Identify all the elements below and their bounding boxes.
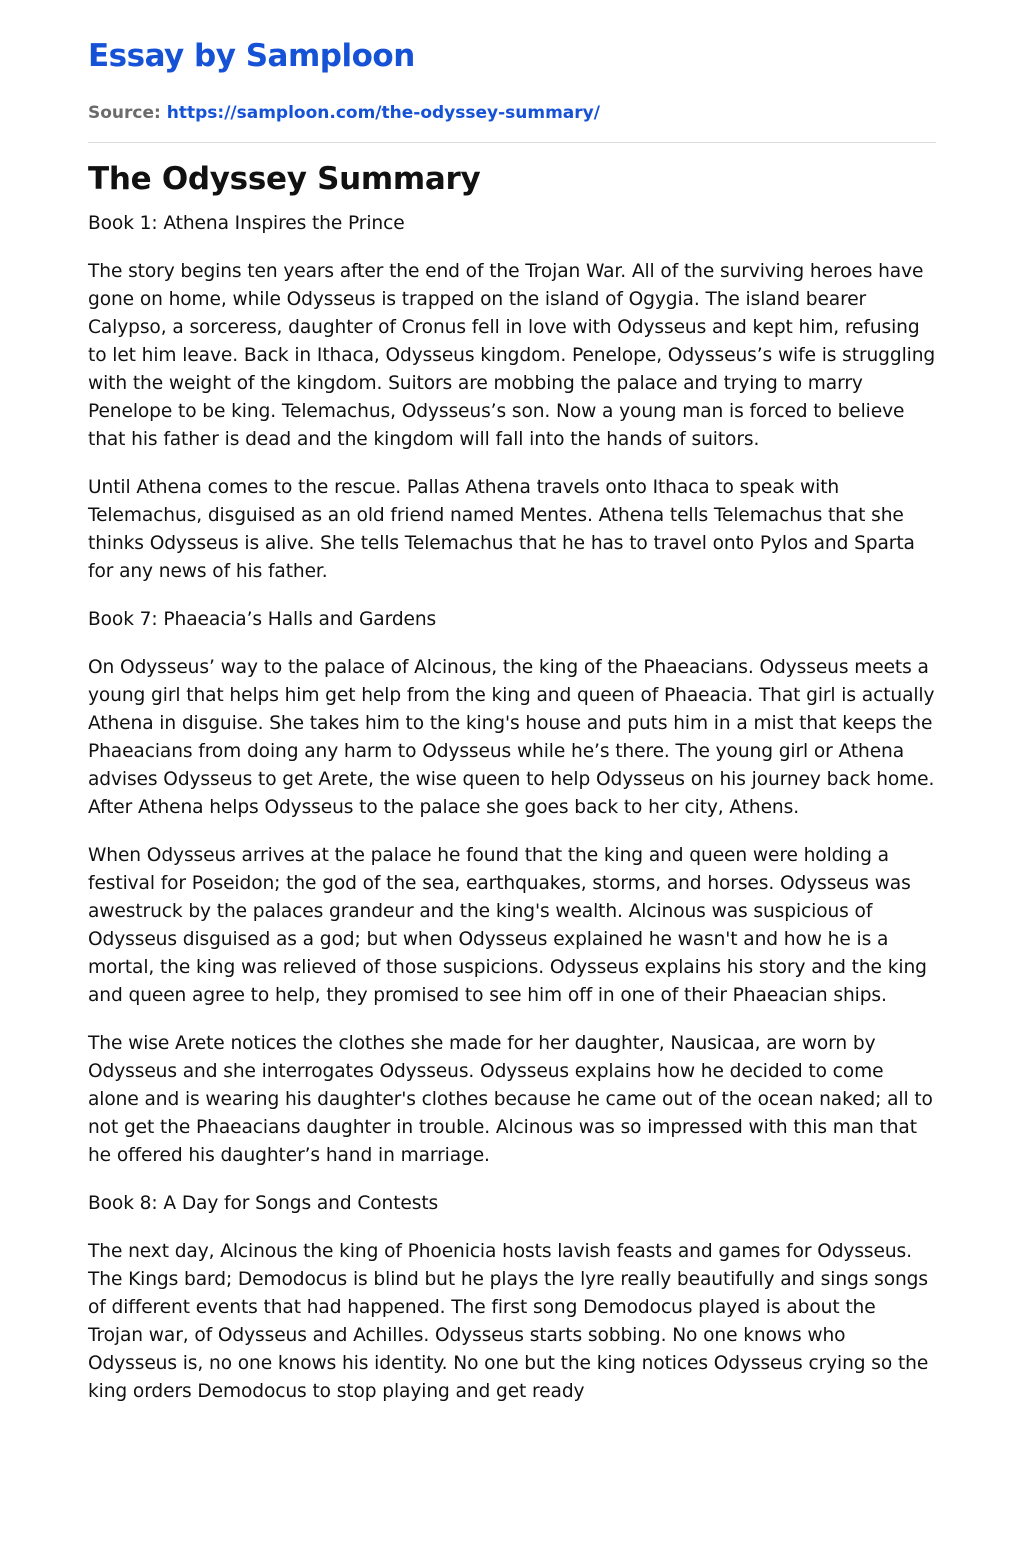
paragraph: The wise Arete notices the clothes she made for her daughter, Nausicaa, are worn by Odysseus and she interrogates Odysseus. Odysseus explains how he decided to come alone and is wearing his daughter's clothes because he came out of the ocean naked; all to not get the Phaeacians daughter in trouble. Alcinous was so impressed with this man that he offered his daughter’s hand in marriage. [88,1033,933,1166]
source-label: Source: [88,103,161,123]
source-line [88,102,936,124]
paragraph: Until Athena comes to the rescue. Pallas Athena travels onto Ithaca to speak with Telemachus, disguised as an old friend named Mentes. Athena tells Telemachus that she thinks Odysseus is alive. She tells Telemachus that he has to travel onto Pylos and Sparta for any news of his father. [88,477,915,582]
paragraph: The story begins ten years after the end of the Trojan War. All of the surviving heroes have gone on home, while Odysseus is trapped on the island of Ogygia. The island bearer Calypso, a sorceress, daughter of Cronus fell in love with Odysseus and kept him, refusing to let him leave. Back in Ithaca, Odysseus kingdom. Penelope, Odysseus’s wife is struggling with the weight of the kingdom. Suitors are mobbing the palace and trying to marry Penelope to be king. Telemachus, Odysseus’s son. Now a young man is forced to believe that his father is dead and the kingdom will fall into the hands of suitors. [88,261,936,450]
paragraph: On Odysseus’ way to the palace of Alcinous, the king of the Phaeacians. Odysseus meets a young girl that helps him get help from the king and queen of Phaeacia. That girl is actually Athena in disguise. She takes him to the king's house and puts him in a mist that keeps the Phaeacians from doing any harm to Odysseus while he’s there. The young girl or Athena advises Odysseus to get Arete, the wise queen to help Odysseus on his journey back home. After Athena helps Odysseus to the palace she goes back to her city, Athens. [88,657,935,818]
paragraph: The next day, Alcinous the king of Phoenicia hosts lavish feasts and games for Odysseus. The Kings bard; Demodocus is blind but he plays the lyre really beautifully and sings songs of different events that had happened. The first song Demodocus played is about the Trojan war, of Odysseus and Achilles. Odysseus starts sobbing. No one knows who Odysseus is, no one knows his identity. No one but the king notices Odysseus crying so the king orders Demodocus to stop playing and get ready [88,1241,929,1402]
site-brand-title: Essay by Samploon [88,38,415,74]
section-heading-book-8: Book 8: A Day for Songs and Contests [88,1193,439,1214]
paragraph: When Odysseus arrives at the palace he found that the king and queen were holding a festival for Poseidon; the god of the sea, earthquakes, storms, and horses. Odysseus was awestruck by the palaces grandeur and the king's wealth. Alcinous was suspicious of Odysseus disguised as a god; but when Odysseus explained he wasn't and how he is a mortal, the king was relieved of those suspicions. Odysseus explains his story and the king and queen agree to help, they promised to see him off in one of their Phaeacian ships. [88,845,927,1006]
essay-content [88,210,936,1406]
header-divider [88,142,936,143]
essay-page [88,0,936,1406]
section-heading-book-7: Book 7: Phaeacia’s Halls and Gardens [88,609,437,630]
section-heading-book-1: Book 1: Athena Inspires the Prince [88,213,405,234]
essay-title: The Odyssey Summary [88,161,481,197]
source-link[interactable]: https://samploon.com/the-odyssey-summary/ [166,103,600,123]
